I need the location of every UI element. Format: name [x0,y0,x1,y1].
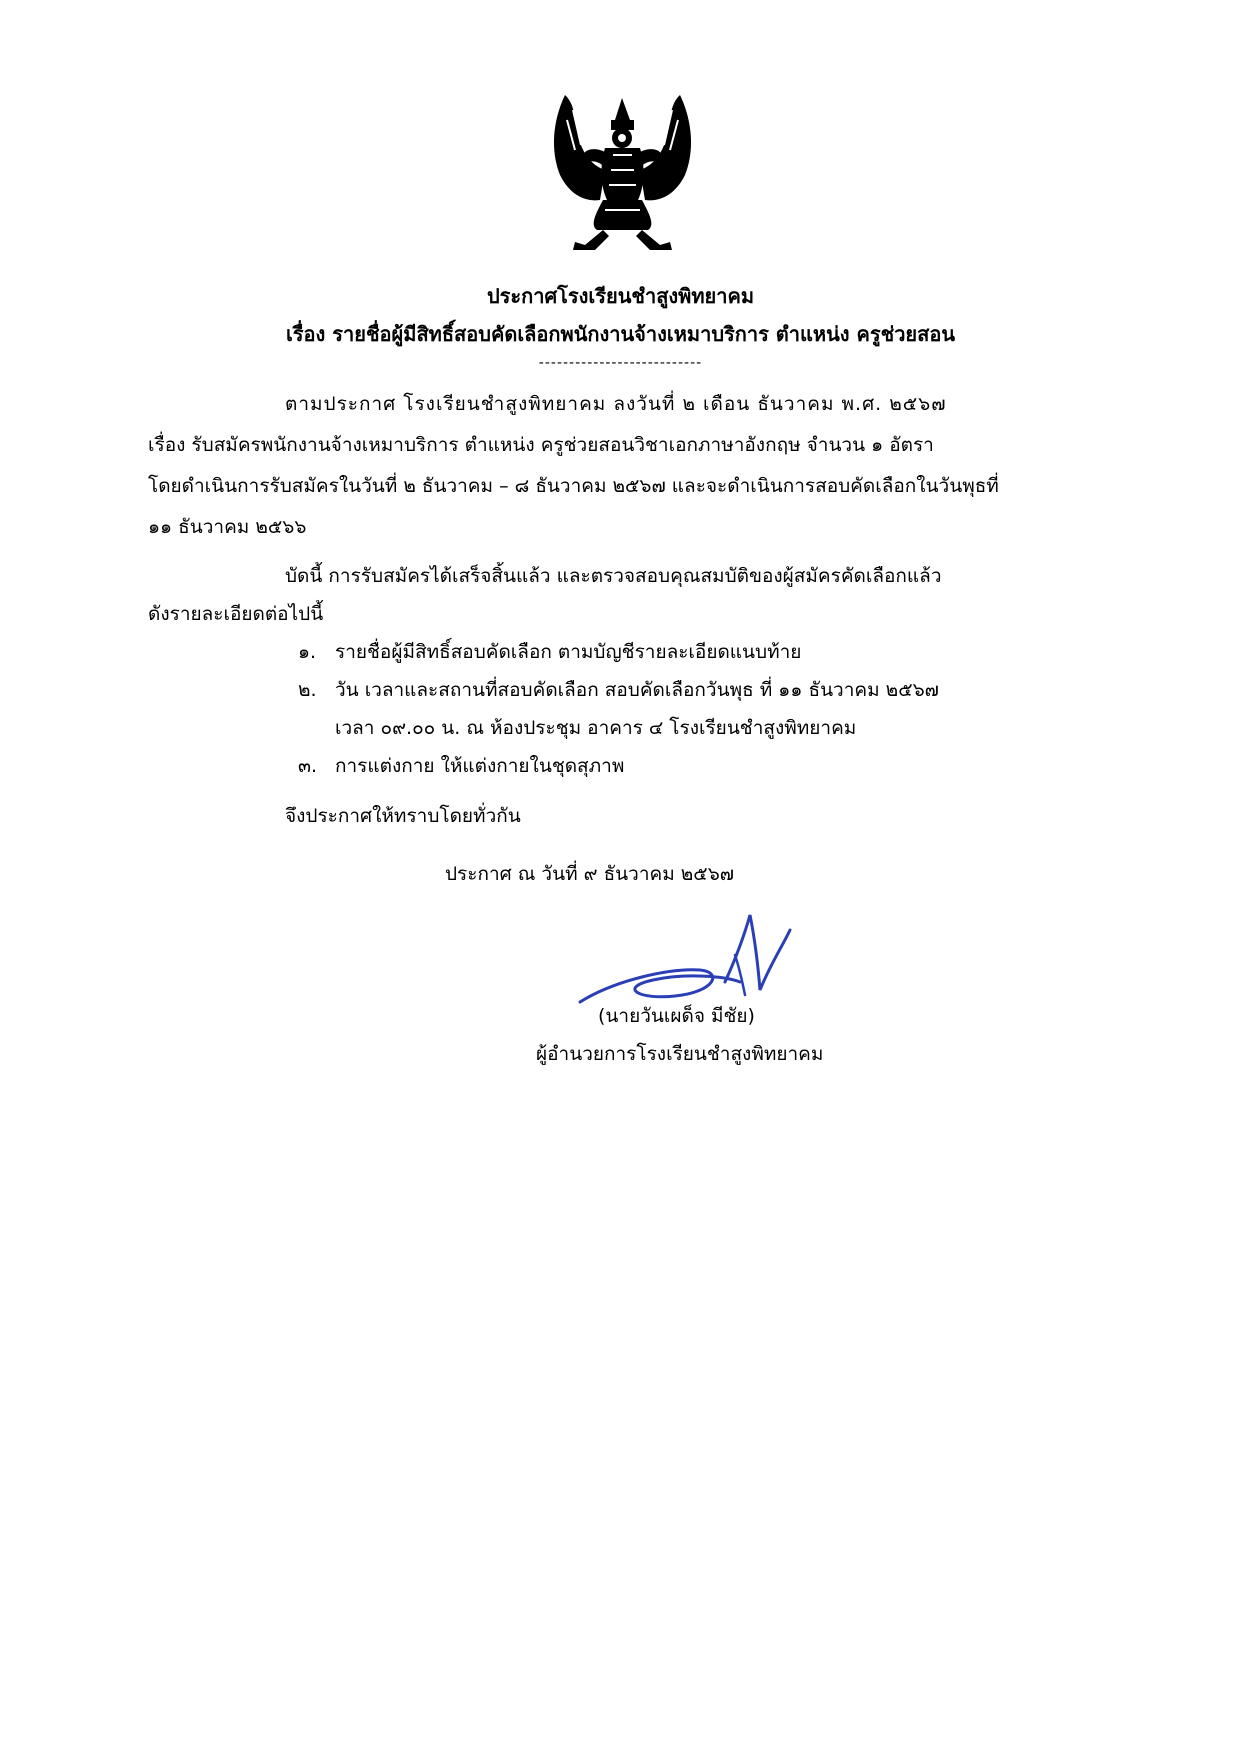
announcement-subject: เรื่อง รายชื่อผู้มีสิทธิ์สอบคัดเลือกพนักงานจ้างเหมาบริการ ตำแหน่ง ครูช่วยสอน [285,322,956,346]
item-2-number: ๒. [298,679,317,701]
paragraph-1-line-2: เรื่อง รับสมัครพนักงานจ้างเหมาบริการ ตำแหน่ง ครูช่วยสอนวิชาเอกภาษาอังกฤษ จำนวน ๑ อัตรา [148,434,934,456]
paragraph-2-line-1: บัดนี้ การรับสมัครได้เสร็จสิ้นแล้ว และตรวจสอบคุณสมบัติของผู้สมัครคัดเลือกแล้ว [285,565,942,587]
item-3-text: การแต่งกาย ให้แต่งกายในชุดสุภาพ [335,755,625,777]
title-divider: --------------------------- [538,355,703,371]
announcement-title: ประกาศโรงเรียนชำสูงพิทยาคม [486,284,755,308]
item-2-continuation: เวลา ๐๙.๐๐ น. ณ ห้องประชุม อาคาร ๔ โรงเรียนชำสูงพิทยาคม [335,717,857,739]
signature-scribble [575,910,805,1010]
item-2-text: วัน เวลาและสถานที่สอบคัดเลือก สอบคัดเลือกวันพุธ ที่ ๑๑ ธันวาคม ๒๕๖๗ [335,679,939,701]
announcement-date: ประกาศ ณ วันที่ ๙ ธันวาคม ๒๕๖๗ [445,863,735,885]
paragraph-2-line-2: ดังรายละเอียดต่อไปนี้ [148,603,324,625]
item-3-number: ๓. [298,755,318,777]
closing-statement: จึงประกาศให้ทราบโดยทั่วกัน [285,805,521,827]
item-1-text: รายชื่อผู้มีสิทธิ์สอบคัดเลือก ตามบัญชีรายละเอียดแนบท้าย [335,641,802,663]
paragraph-1-line-4: ๑๑ ธันวาคม ๒๕๖๖ [148,516,307,538]
paragraph-1-line-1: ตามประกาศ โรงเรียนชำสูงพิทยาคม ลงวันที่ ๒ เดือน ธันวาคม พ.ศ. ๒๕๖๗ [285,393,947,415]
paragraph-1-line-3: โดยดำเนินการรับสมัครในวันที่ ๒ ธันวาคม – ๘ ธันวาคม ๒๕๖๗ และจะดำเนินการสอบคัดเลือกในวันพุธที่ [148,475,999,497]
item-1-number: ๑. [298,641,317,663]
signer-position: ผู้อำนวยการโรงเรียนชำสูงพิทยาคม [536,1043,824,1065]
garuda-emblem-icon [545,90,700,260]
signer-name: (นายวันเผด็จ มีชัย) [598,1005,755,1027]
